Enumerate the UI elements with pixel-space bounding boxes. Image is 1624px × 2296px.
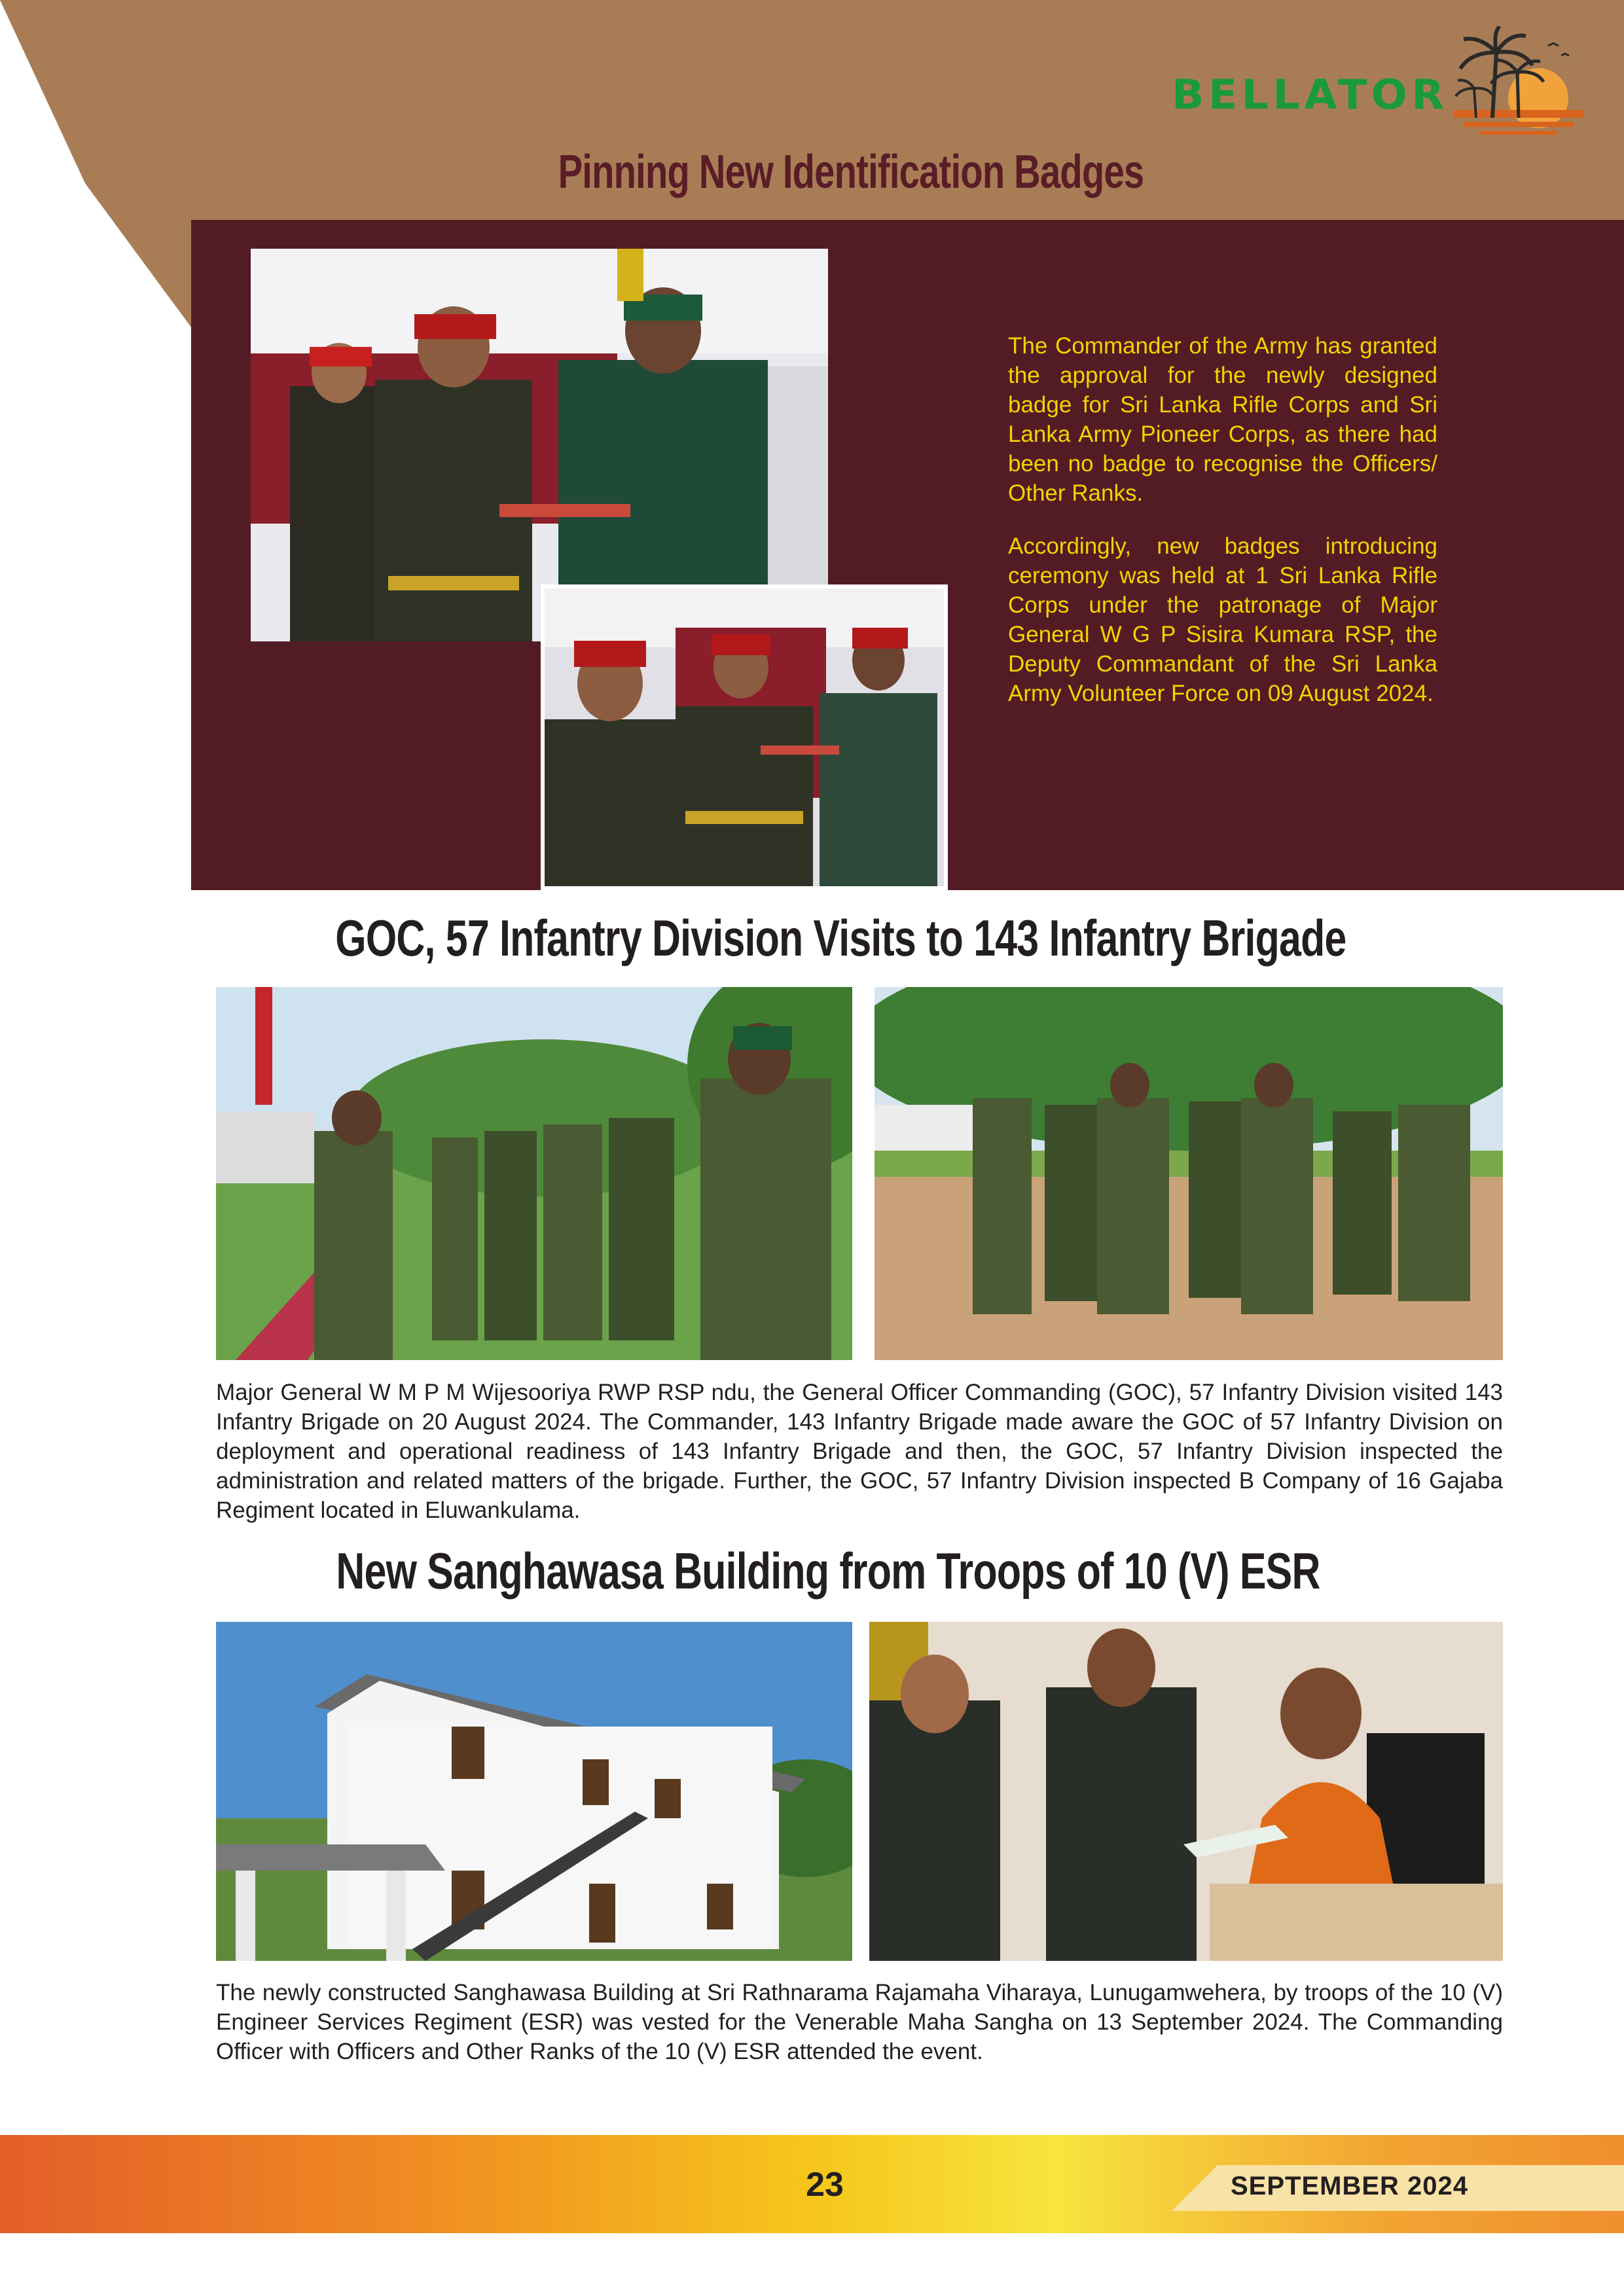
badge-pinning-photo-main xyxy=(251,249,828,641)
brand-name: BELLATOR xyxy=(1171,71,1449,118)
badge-pinning-photo-inset xyxy=(541,584,948,890)
badges-paragraph-2: Accordingly, new badges introducing ceremony was held at 1 Sri Lanka Rifle Corps under the patronage of Major General W G P Sisira Kumara RSP, the Deputy Commandant of the Sri Lanka Army Volunteer Force on 09 August 2024. xyxy=(1008,533,1437,706)
sanghawasa-building-photo xyxy=(216,1622,852,1961)
goc-visit-paragraph: Major General W M P M Wijesooriya RWP RSP ndu, the General Officer Commanding (GOC), 57 Infantry Division visited 143 Infantry Brigade on 20 August 2024. The Commander, 143 Infantry Brigade made aware the GOC of 57 Infantry Division on deployment and operational readiness of 143 Infantry Brigade and then, the GOC, 57 Infantry Division inspected the administration and related matters of the brigade. Further, the GOC, 57 Infantry Division inspected B Company of 16 Gajaba Regiment located in Eluwankulama. xyxy=(216,1380,1503,1523)
sanghawasa-handover-photo xyxy=(869,1622,1503,1961)
section-title-goc-visit: GOC, 57 Infantry Division Visits to 143 Infantry Brigade xyxy=(335,909,1346,967)
section-title-sanghawasa: New Sanghawasa Building from Troops of 10 (V) ESR xyxy=(336,1542,1320,1600)
section-title-badges: Pinning New Identification Badges xyxy=(558,146,1144,198)
page-number: 23 xyxy=(806,2166,844,2204)
sanghawasa-paragraph: The newly constructed Sanghawasa Building at Sri Rathnarama Rajamaha Viharaya, Lunugamwehera, by troops of the 10 (V) Engineer Services Regiment (ESR) was vested for the Venerable Maha Sangha on 13 September 2024. The Commanding Officer with Officers and Other Ranks of the 10 (V) ESR attended the event. xyxy=(216,1980,1503,2064)
issue-date: SEPTEMBER 2024 xyxy=(1231,2172,1469,2200)
badges-paragraph-1: The Commander of the Army has granted the approval for the newly designed badge for Sri Lanka Rifle Corps and Sri Lanka Army Pioneer Corps, as there had been no badge to recognise the Officers/ Other Ranks. xyxy=(1008,333,1437,506)
goc-inspection-photo-right xyxy=(875,987,1503,1360)
palm-sunset-logo-icon xyxy=(1440,26,1591,157)
goc-inspection-photo-left xyxy=(216,987,852,1360)
